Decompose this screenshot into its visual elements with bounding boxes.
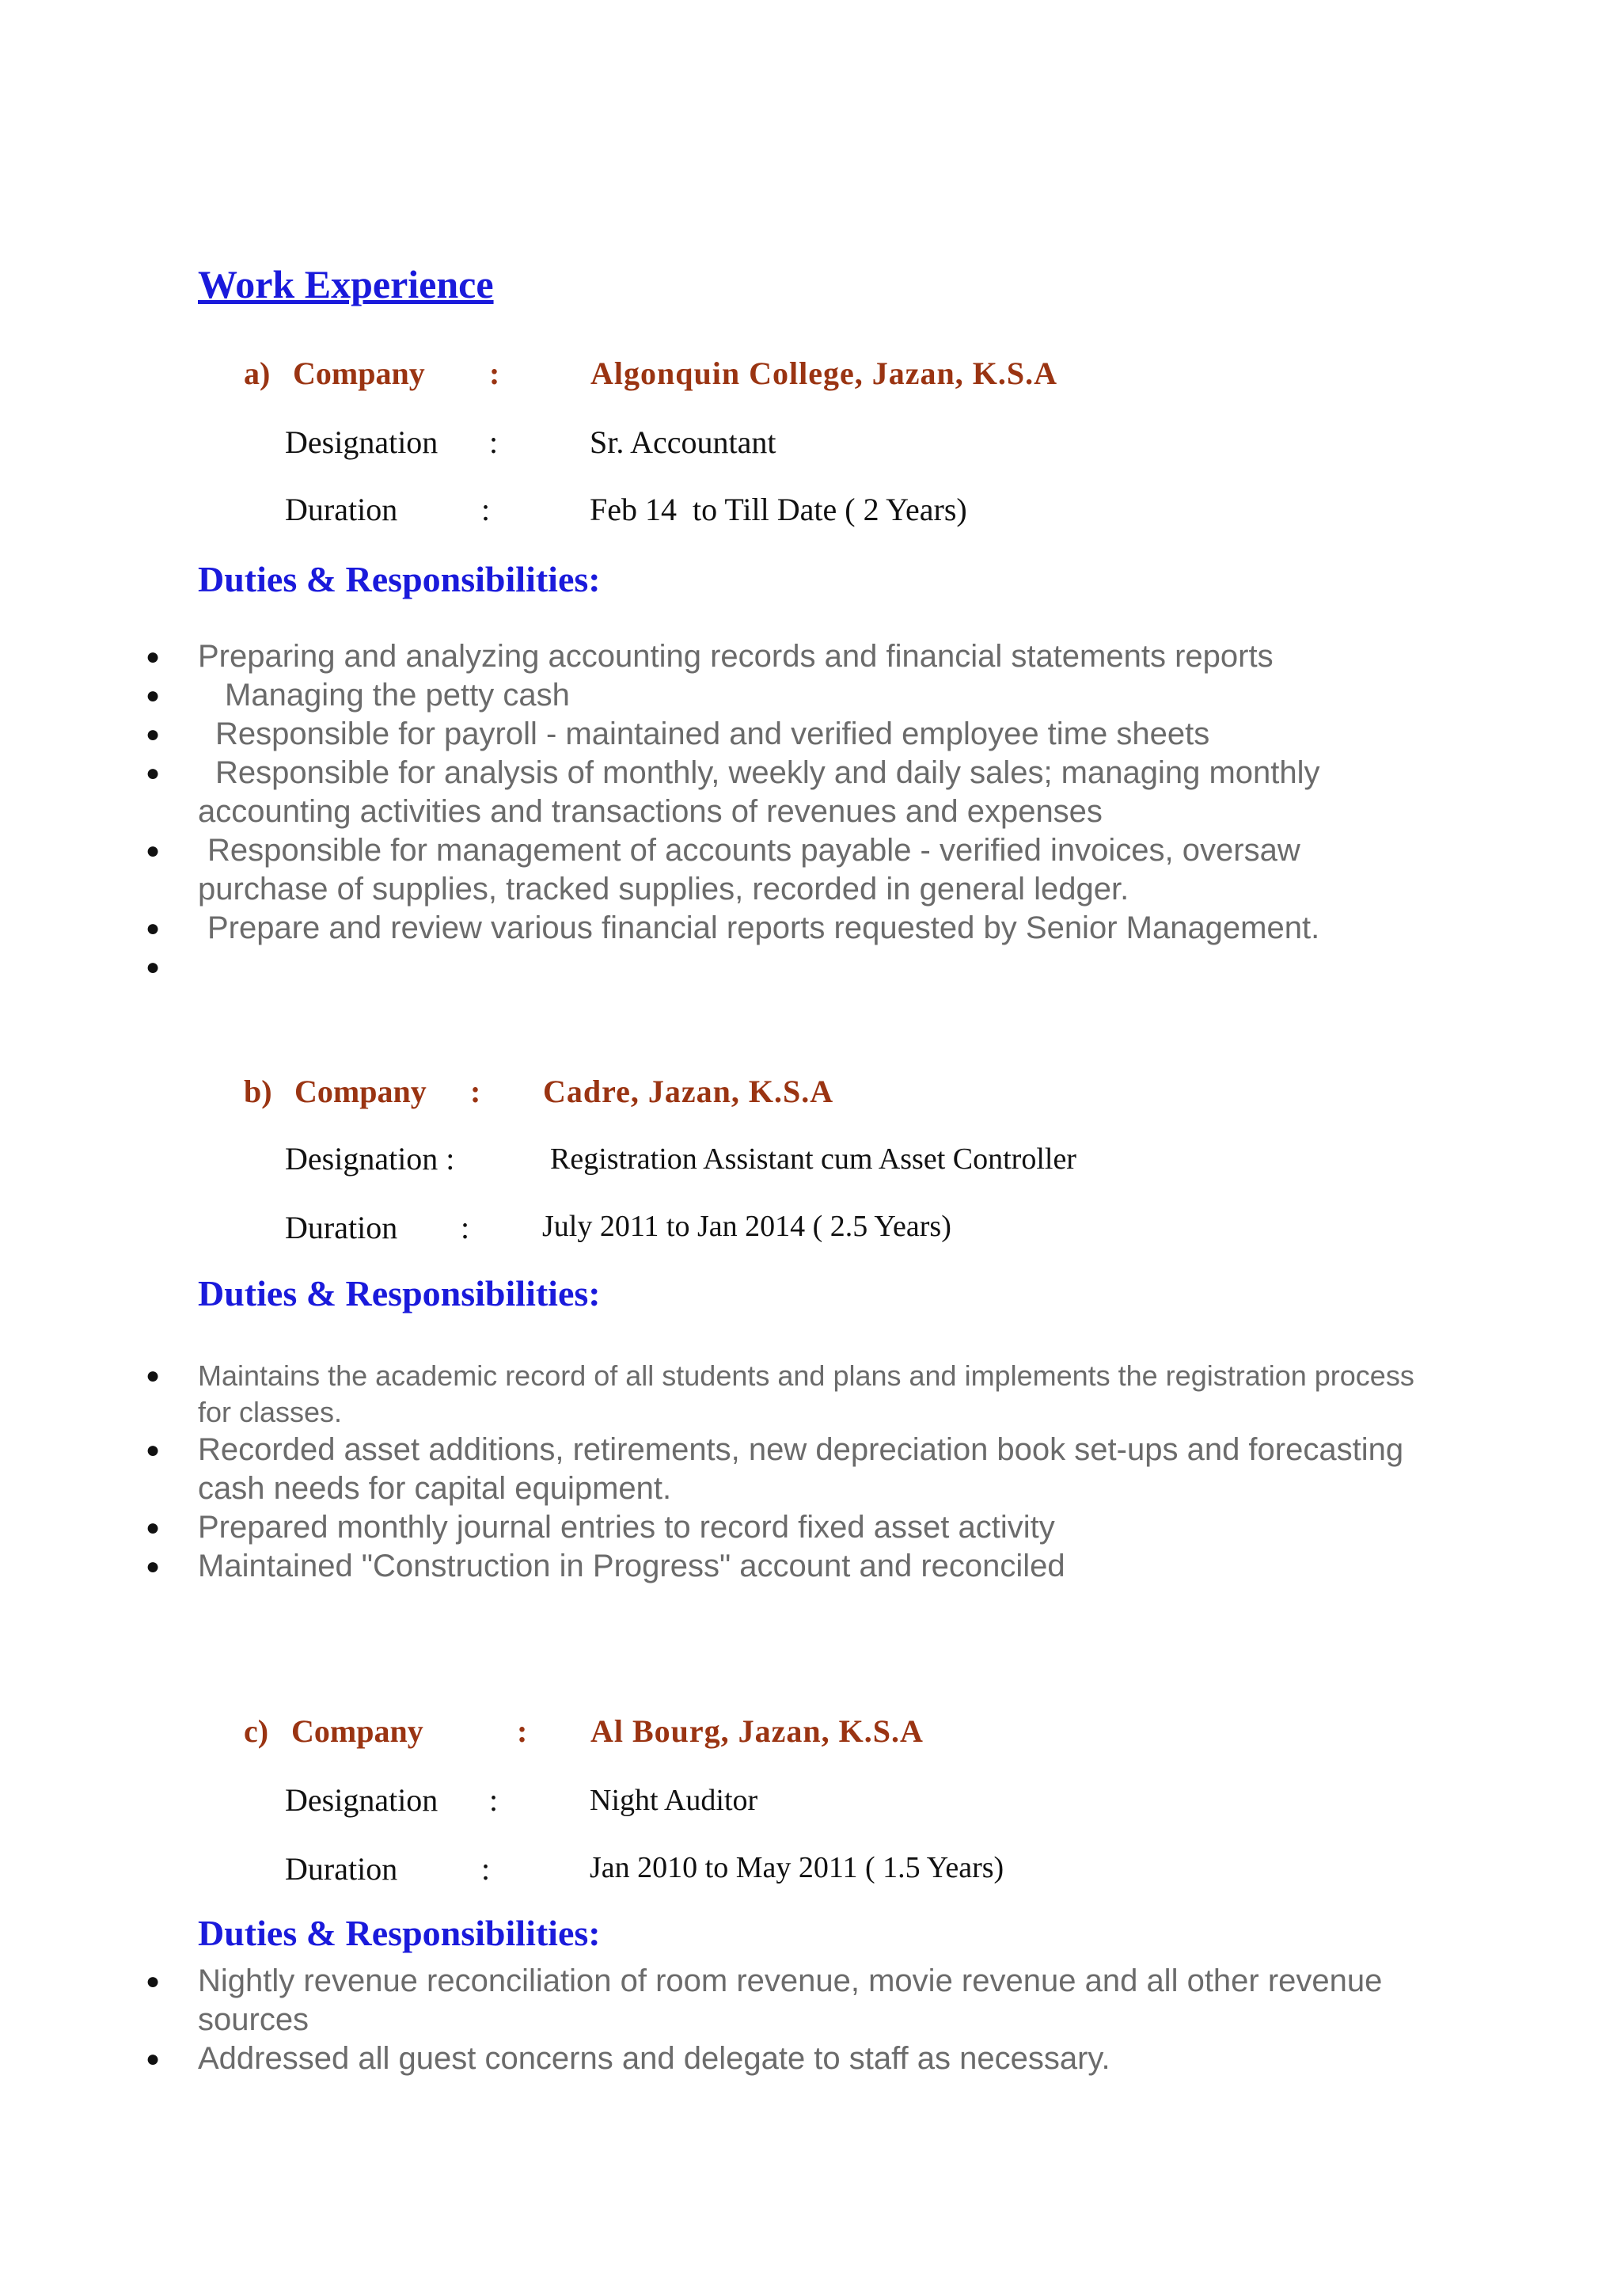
bullet-icon: ● [146, 1553, 161, 1579]
job-b-duration-label: Duration [285, 1210, 398, 1245]
job-c-marker: c) [244, 1713, 269, 1749]
job-b-designation-value: Registration Assistant cum Asset Controller [550, 1142, 1076, 1176]
job-c-duration-colon: : [481, 1851, 491, 1887]
list-item: ● Addressed all guest concerns and delegate to staff as necessary. [0, 2039, 1621, 2078]
bullet-icon: ● [146, 915, 161, 941]
list-item: ● Preparing and analyzing accounting records and financial statements reports [0, 637, 1621, 676]
job-c-designation-value: Night Auditor [590, 1784, 758, 1817]
job-a-duration-colon: : [481, 492, 491, 527]
job-a-company-value: Algonquin College, Jazan, K.S.A [590, 355, 1057, 391]
list-item: ● Maintained "Construction in Progress" account and reconciled [0, 1547, 1621, 1586]
list-item: ● Nightly revenue reconciliation of room revenue, movie revenue and all other revenue sources [146, 1963, 1383, 2037]
job-a-duration-label: Duration [285, 492, 398, 527]
list-item: ● Responsible for payroll - maintained and verified employee time sheets [0, 715, 1621, 754]
list-item: ● Responsible for management of accounts payable - verified invoices, oversaw purchase of supplies, tracked supplies, recorded in general ledger. [146, 833, 1300, 907]
job-b-duties-heading: Duties & Responsibilities: [198, 1273, 601, 1313]
job-b-duration-colon: : [461, 1210, 470, 1245]
job-b-company-label: Company [294, 1074, 427, 1109]
list-item: ● Responsible for analysis of monthly, weekly and daily sales; managing monthly accounting activities and transactions of revenues and expenses [146, 755, 1320, 829]
job-c-company-label: Company [291, 1713, 423, 1749]
job-c-duration-label: Duration [285, 1851, 398, 1887]
job-c-duties-heading: Duties & Responsibilities: [198, 1913, 601, 1953]
job-b-company-value: Cadre, Jazan, K.S.A [543, 1074, 834, 1109]
job-b-duration-value: July 2011 to Jan 2014 ( 2.5 Years) [542, 1210, 951, 1243]
job-a-duties-list [0, 637, 1621, 986]
job-c-duration-value: Jan 2010 to May 2011 ( 1.5 Years) [590, 1851, 1004, 1884]
bullet-icon: ● [146, 2046, 161, 2072]
bullet-icon: ● [146, 721, 161, 747]
job-c-designation-label: Designation [285, 1782, 438, 1818]
job-c-duties-list [0, 1962, 1621, 2078]
list-item: ● Maintains the academic record of all students and plans and implements the registration process for classes. [146, 1359, 1414, 1428]
bullet-icon: ● [146, 644, 161, 670]
job-c-company-value: Al Bourg, Jazan, K.S.A [590, 1713, 924, 1749]
bullet-icon: ● [146, 682, 161, 709]
bullet-icon: ● [146, 954, 161, 980]
job-a-duration-value: Feb 14 to Till Date ( 2 Years) [590, 492, 967, 527]
job-b-company-colon: : [470, 1074, 481, 1109]
work-experience-heading: Work Experience [198, 262, 494, 306]
job-a-designation-value: Sr. Accountant [590, 424, 776, 460]
job-a-company-label: Company [293, 355, 425, 391]
bullet-icon: ● [146, 1968, 161, 1994]
job-b-duties-list [0, 1358, 1621, 1586]
job-c-designation-colon: : [489, 1782, 499, 1818]
list-item: ● Managing the petty cash [0, 676, 1621, 715]
list-item [0, 948, 1621, 986]
list-item: ● Recorded asset additions, retirements, new depreciation book set-ups and forecasting cash needs for capital equipment. [146, 1432, 1404, 1506]
job-b-designation-label: Designation : [285, 1141, 455, 1177]
job-a-designation-label: Designation [285, 424, 438, 460]
job-a-marker: a) [244, 355, 271, 391]
bullet-icon: ● [146, 1363, 161, 1389]
bullet-icon: ● [146, 760, 161, 786]
job-a-duties-heading: Duties & Responsibilities: [198, 559, 601, 599]
job-c-company-colon: : [517, 1713, 528, 1749]
job-a-company-colon: : [489, 355, 500, 391]
bullet-icon: ● [146, 1515, 161, 1541]
bullet-icon: ● [146, 1437, 161, 1463]
bullet-icon: ● [146, 838, 161, 864]
list-item: ● Prepare and review various financial reports requested by Senior Management. [0, 909, 1621, 948]
job-a-designation-colon: : [489, 424, 499, 460]
job-b-marker: b) [244, 1074, 272, 1109]
list-item: ● Prepared monthly journal entries to record fixed asset activity [0, 1508, 1621, 1547]
